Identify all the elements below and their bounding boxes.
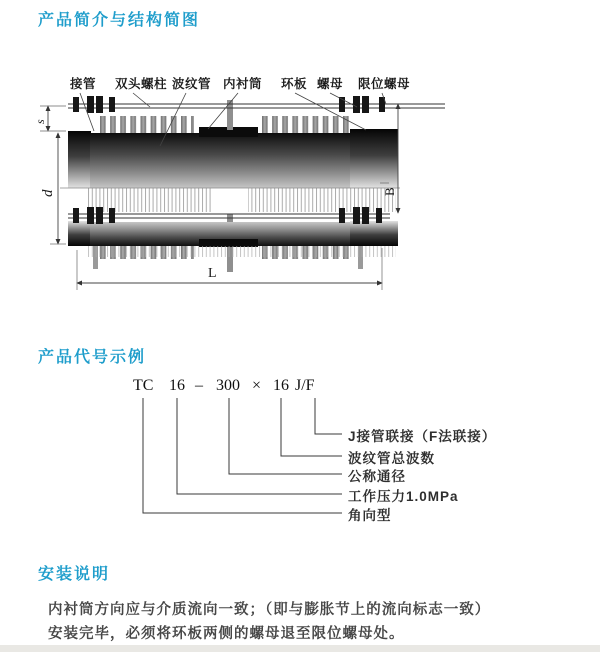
label-nut: 螺母	[317, 77, 344, 91]
code-segment-pressure: 16	[169, 377, 185, 394]
code-segment-times: ×	[252, 377, 262, 394]
connecting-pipe-left-lower	[68, 221, 91, 246]
limit-nut	[73, 208, 79, 223]
section-title-structure: 产品简介与结构简图	[38, 12, 201, 29]
code-segment-type: TC	[133, 377, 154, 394]
bellows-teeth	[262, 116, 353, 134]
label-connecting-pipe: 接管	[70, 77, 97, 91]
nut	[353, 96, 360, 113]
label-ring-plate: 环板	[281, 77, 308, 91]
page-bottom-margin	[0, 645, 600, 652]
installation-note-flow-direction: 内衬筒方向应与介质流向一致；（即与膨胀节上的流向标志一致）	[48, 602, 491, 618]
bellows-teeth	[100, 116, 194, 134]
nut	[109, 208, 115, 223]
nut	[362, 207, 369, 224]
callout-line	[281, 398, 342, 456]
code-segment-diameter: 300	[216, 377, 240, 394]
connecting-pipe-left	[68, 131, 91, 188]
nut	[109, 97, 115, 112]
section-title-installation: 安装说明	[38, 566, 111, 583]
nut	[96, 207, 103, 224]
callout-connection-type: J接管联接（F法联接）	[348, 429, 497, 444]
label-inner-sleeve: 内衬筒	[223, 77, 263, 91]
leader-line	[133, 93, 150, 107]
connecting-pipe-right	[350, 129, 398, 188]
callout-wave-count: 波纹管总波数	[348, 451, 435, 466]
label-double-end-stud: 双头螺柱	[115, 77, 168, 91]
callout-working-pressure: 工作压力1.0MPa	[348, 489, 459, 504]
connecting-pipe-right-lower	[350, 221, 398, 246]
section-title-code-example: 产品代号示例	[38, 349, 147, 366]
dim-label-B: B	[382, 187, 397, 196]
callout-nominal-diameter: 公称通径	[348, 469, 406, 484]
dim-label-s: s	[33, 119, 47, 124]
inner-sleeve-collar-lower	[199, 239, 258, 247]
joint-body-bottom	[68, 221, 398, 259]
limit-nut	[73, 97, 79, 112]
hatch-gap	[212, 188, 248, 212]
limit-nut	[376, 208, 382, 223]
nut	[87, 207, 94, 224]
leader-line	[208, 93, 238, 129]
callout-angular-type: 角向型	[348, 508, 392, 523]
nut	[87, 96, 94, 113]
installation-note-nut-position: 安装完毕，必须将环板两侧的螺母退至限位螺母处。	[48, 626, 405, 642]
code-segment-waves: 16	[273, 377, 289, 394]
callout-line	[315, 398, 342, 434]
code-segment-dash: –	[195, 377, 203, 394]
part-labels	[69, 76, 410, 91]
callout-line	[177, 398, 342, 494]
dim-label-L: L	[208, 266, 217, 281]
nut	[353, 207, 360, 224]
callout-line	[143, 398, 342, 513]
nut	[96, 96, 103, 113]
dim-label-d: d	[40, 189, 56, 197]
joint-body-top	[68, 127, 398, 188]
nut	[339, 208, 345, 223]
label-limit-nut: 限位螺母	[358, 77, 411, 91]
hatch-fringe	[86, 246, 396, 257]
label-bellows: 波纹管	[172, 77, 212, 91]
code-segment-connection: J/F	[295, 377, 315, 394]
nut	[362, 96, 369, 113]
callout-line	[229, 398, 342, 474]
